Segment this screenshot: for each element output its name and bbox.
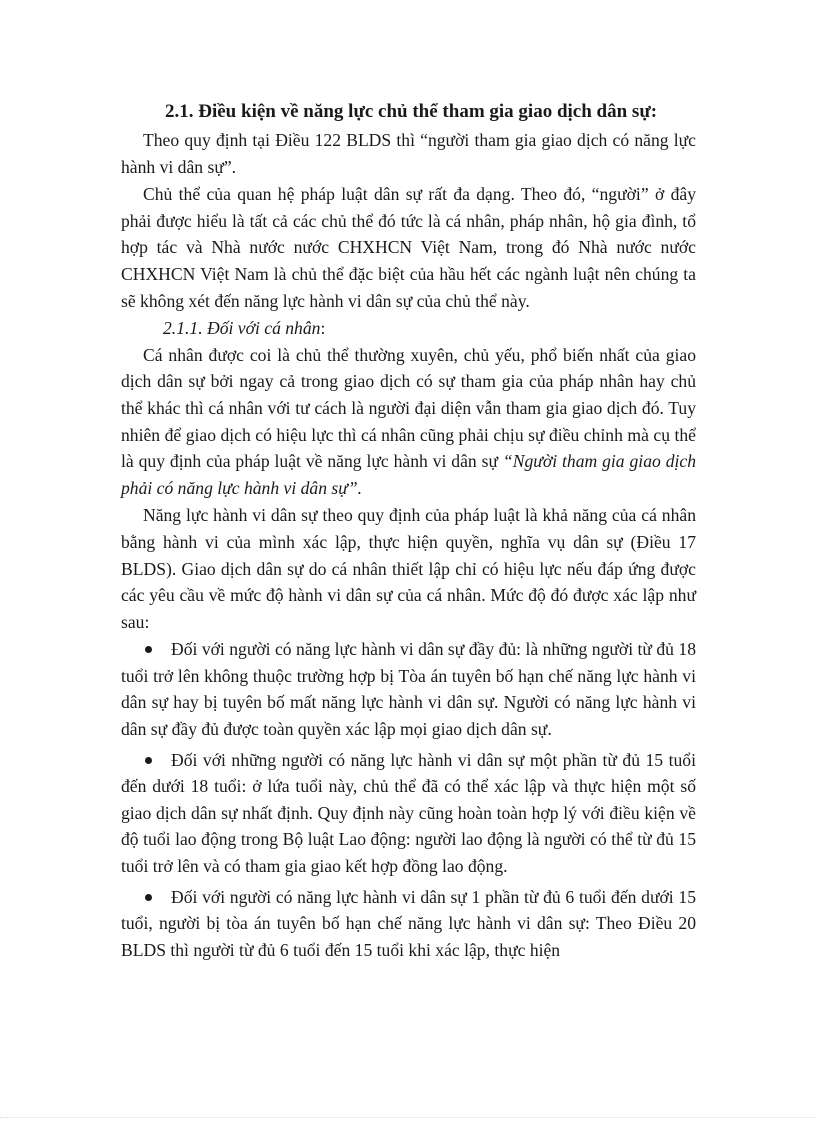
paragraph-subjects: Chủ thể của quan hệ pháp luật dân sự rất đa dạng. Theo đó, “người” ở đây phải được hiểu là tất cả các chủ thể đó tức là cá nhân, pháp nhân, hộ gia đình, tổ hợp tác và Nhà nước nước CHXHCN Việt Nam, trong đó Nhà nước nước CHXHCN Việt Nam là chủ thể đặc biệt của hầu hết các ngành luật nên chúng ta sẽ không xét đến năng lực hành vi dân sự của chủ thể này. <box>121 184 696 311</box>
list-item-text: Đối với người có năng lực hành vi dân sự 1 phần từ đủ 6 tuổi đến dưới 15 tuổi, người bị tòa án tuyên bố hạn chế năng lực hành vi dân sự: Theo Điều 20 BLDS thì người từ đủ 6 tuổi đến 15 tuổi khi xác lập, thực hiện <box>121 886 696 960</box>
capacity-levels-list <box>121 636 696 963</box>
paragraph-capacity: Năng lực hành vi dân sự theo quy định của pháp luật là khả năng của cá nhân bằng hành vi của mình xác lập, thực hiện quyền, nghĩa vụ dân sự (Điều 17 BLDS). Giao dịch dân sự do cá nhân thiết lập chỉ có hiệu lực nếu đáp ứng được các yêu cầu về mức độ hành vi dân sự của cá nhân. Mức độ đó được xác lập như sau: <box>121 505 696 632</box>
bullet-icon <box>145 757 152 764</box>
paragraph-article-122: Theo quy định tại Điều 122 BLDS thì “người tham gia giao dịch có năng lực hành vi dân sự”. <box>121 130 696 177</box>
section-heading: 2.1. Điều kiện về năng lực chủ thể tham gia giao dịch dân sự: <box>165 101 658 122</box>
bullet-icon <box>145 894 152 901</box>
list-item <box>121 884 696 964</box>
paragraph-individuals-text: Cá nhân được coi là chủ thể thường xuyên, chủ yếu, phổ biến nhất của giao dịch dân sự bởi ngay cả trong giao dịch có sự tham gia của pháp nhân hay chủ thể khác thì cá nhân với tư cách là người đại diện vẫn tham gia giao dịch đó. Tuy nhiên để giao dịch có hiệu lực thì cá nhân cũng phải chịu sự điều chỉnh mà cụ thể là quy định của pháp luật về năng lực hành vi dân sự <box>121 344 696 472</box>
page-bottom-divider <box>0 1117 816 1118</box>
bullet-icon <box>145 646 152 653</box>
paragraph-individuals-quote: “Người tham gia giao dịch phải có năng lực hành vi dân sự”. <box>121 451 696 498</box>
document-page <box>121 98 696 967</box>
subsection-heading-text: 2.1.1. Đối với cá nhân <box>163 318 321 339</box>
list-item <box>121 747 696 880</box>
list-item-text: Đối với những người có năng lực hành vi dân sự một phần từ đủ 15 tuổi đến dưới 18 tuổi: ở lứa tuổi này, chủ thể đã có thể xác lập và thực hiện một số giao dịch dân sự nhất định. Quy định này cũng hoàn toàn hợp lý với điều kiện về độ tuổi lao động trong Bộ luật Lao động: người lao động là người có thể từ đủ 15 tuổi trở lên và có tham gia giao kết hợp đồng lao động. <box>121 749 696 877</box>
list-item-text: Đối với người có năng lực hành vi dân sự đầy đủ: là những người từ đủ 18 tuổi trở lên không thuộc trường hợp bị Tòa án tuyên bố hạn chế năng lực hành vi dân sự hay bị tuyên bố mất năng lực hành vi dân sự. Người có năng lực hành vi dân sự đầy đủ được toàn quyền xác lập mọi giao dịch dân sự. <box>121 639 696 740</box>
subsection-heading <box>121 315 696 342</box>
subsection-heading-colon: : <box>320 318 326 339</box>
paragraph-individuals <box>121 342 696 502</box>
list-item <box>121 636 696 742</box>
